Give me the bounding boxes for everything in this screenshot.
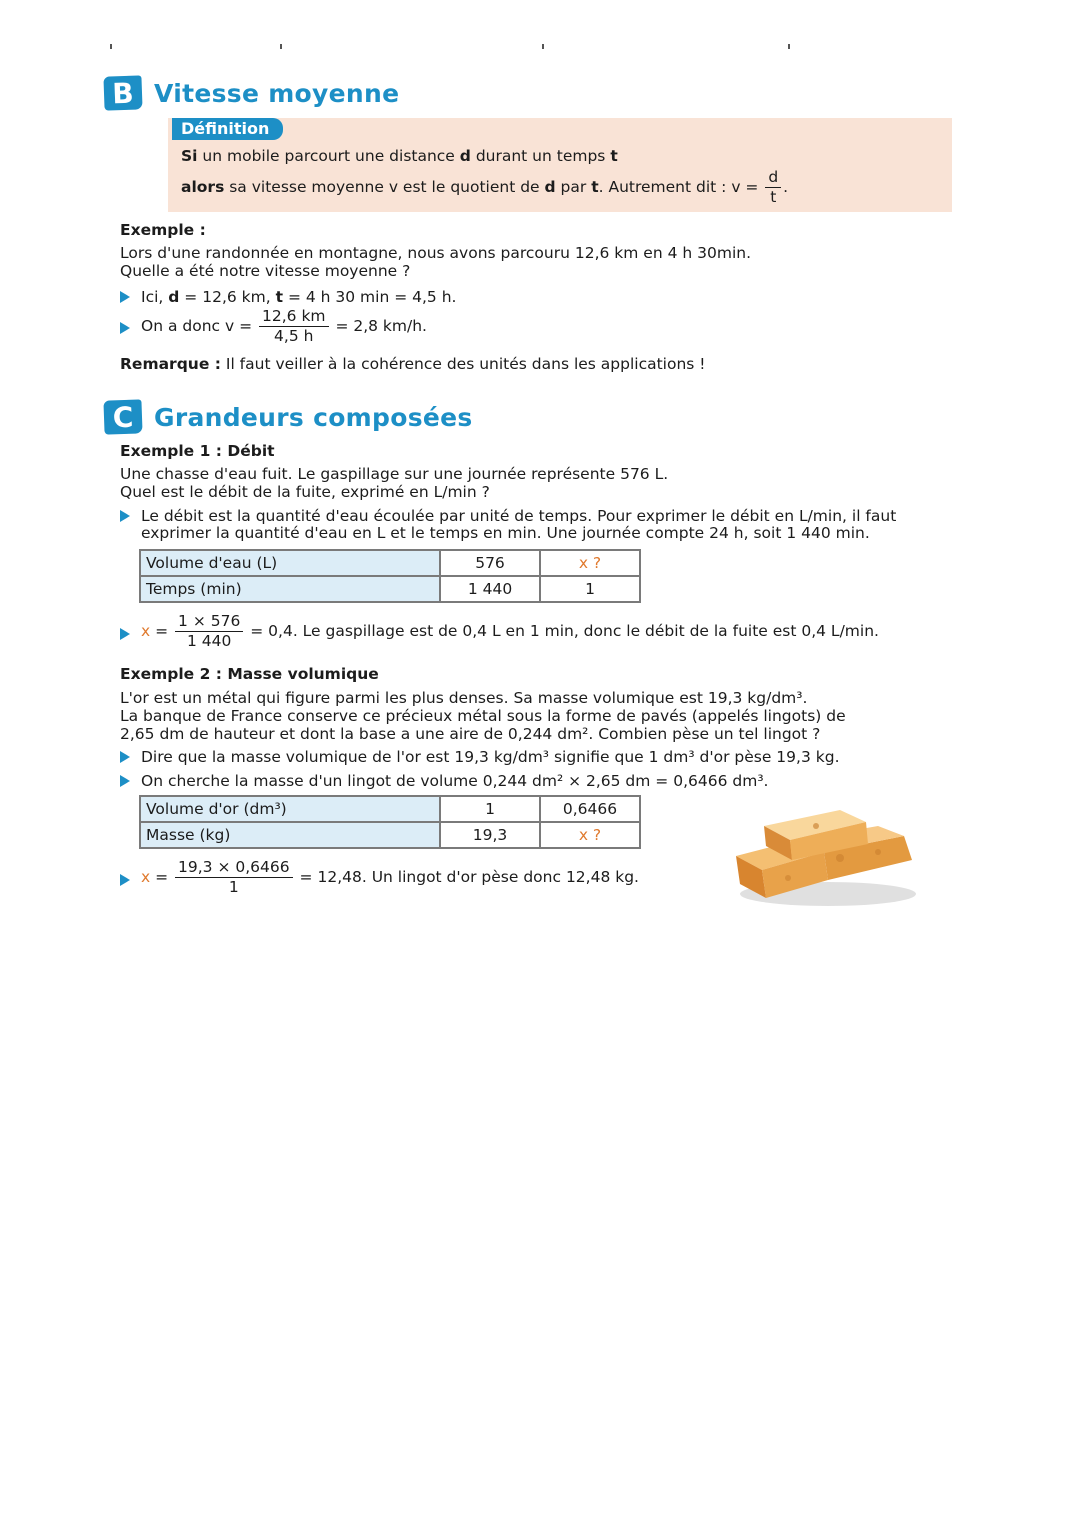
example-2-text-1: L'or est un métal qui figure parmi les plus denses. Sa masse volumique est 19,3 kg/dm³. [120, 689, 808, 707]
bullet-arrow-icon [120, 322, 130, 334]
proportion-table-2 [139, 795, 641, 849]
definition-line-1: Si un mobile parcourt une distance d durant un temps t [181, 147, 618, 165]
remark: Remarque : Il faut veiller à la cohérence des unités dans les applications ! [120, 355, 706, 373]
bullet-arrow-icon [120, 628, 130, 640]
keyword-alors: alors [181, 178, 225, 196]
section-c-title: Grandeurs composées [154, 402, 473, 432]
example-1-bullet-line-2: exprimer la quantité d'eau en L et le temps en min. Une journée compte 24 h, soit 1 440 min. [141, 524, 870, 542]
table-row-header: Volume d'or (dm³) [140, 796, 440, 822]
table-cell: 1 [440, 796, 540, 822]
example-2-result: x = $\frac{19,3 \times 0,6466}{1}$ = 12,48. Un lingot d'or pèse donc 12,48 kg. [141, 858, 639, 896]
example-1-label: Exemple 1 : Débit [120, 442, 275, 460]
table-row [140, 796, 640, 822]
top-cut-line [110, 44, 810, 50]
table-row [140, 550, 640, 576]
example-text-2: Quelle a été notre vitesse moyenne ? [120, 262, 411, 280]
table-cell: 19,3 [440, 822, 540, 848]
table-cell: 1 440 [440, 576, 540, 602]
table-cell: 0,6466 [540, 796, 640, 822]
example-1-result: x = $\frac{1 \times 576}{1 440}$ = 0,4. Le gaspillage est de 0,4 L en 1 min, donc le débit de la fuite est 0,4 L/min. [141, 612, 879, 650]
example-1-text-1: Une chasse d'eau fuit. Le gaspillage sur une journée représente 576 L. [120, 465, 669, 483]
keyword-si: Si [181, 147, 198, 165]
example-1-text-2: Quel est le débit de la fuite, exprimé en L/min ? [120, 483, 490, 501]
example-2-text-2: La banque de France conserve ce précieux métal sous la forme de pavés (appelés lingots) de [120, 707, 846, 725]
table-cell-unknown: x ? [540, 550, 640, 576]
speed-calc-fraction: $\frac{12,6 km}{4,5 h}$ [259, 307, 329, 346]
definition-label: Définition [172, 118, 283, 140]
example-2-bullet-1: Dire que la masse volumique de l'or est 19,3 kg/dm³ signifie que 1 dm³ d'or pèse 19,3 kg. [141, 748, 840, 766]
bullet-arrow-icon [120, 775, 130, 787]
table-row [140, 576, 640, 602]
flow-calc-fraction: $\frac{1 \times 576}{1 440}$ [175, 612, 243, 651]
example-2-text-3: 2,65 dm de hauteur et dont la base a une aire de 0,244 dm². Combien pèse un tel lingot ? [120, 725, 821, 743]
bullet-arrow-icon [120, 291, 130, 303]
example-bullet-1: Ici, d = 12,6 km, t = 4 h 30 min = 4,5 h. [141, 288, 457, 306]
bullet-arrow-icon [120, 751, 130, 763]
table-row-header: Volume d'eau (L) [140, 550, 440, 576]
proportion-table-1 [139, 549, 641, 603]
section-c-heading [104, 400, 473, 434]
table-row [140, 822, 640, 848]
example-2-label: Exemple 2 : Masse volumique [120, 665, 379, 683]
table-row-header: Temps (min) [140, 576, 440, 602]
table-cell: 576 [440, 550, 540, 576]
table-cell: 1 [540, 576, 640, 602]
bullet-arrow-icon [120, 510, 130, 522]
table-cell-unknown: x ? [540, 822, 640, 848]
table-row-header: Masse (kg) [140, 822, 440, 848]
speed-formula-fraction: $\frac{d}{t}$ [765, 168, 781, 207]
example-bullet-2: On a donc v = $\frac{12,6 km}{4,5 h}$ = 2,8 km/h. [141, 307, 427, 345]
mass-calc-fraction: $\frac{19,3 \times 0,6466}{1}$ [175, 858, 293, 897]
section-c-letter: C [103, 399, 142, 434]
example-label: Exemple : [120, 221, 206, 239]
definition-line-2: alors sa vitesse moyenne v est le quotient de d par t. Autrement dit : v = $\frac{d}{t}$ . [181, 168, 789, 206]
example-text-1: Lors d'une randonnée en montagne, nous avons parcouru 12,6 km en 4 h 30min. [120, 244, 751, 262]
section-b-letter: B [103, 75, 142, 110]
gold-ingots-icon [728, 798, 928, 912]
bullet-arrow-icon [120, 874, 130, 886]
section-b-title: Vitesse moyenne [154, 78, 400, 108]
section-b-heading [104, 76, 399, 110]
example-1-bullet-line-1: Le débit est la quantité d'eau écoulée par unité de temps. Pour exprimer le débit en L/min, il faut [141, 507, 897, 525]
example-2-bullet-2: On cherche la masse d'un lingot de volume 0,244 dm² × 2,65 dm = 0,6466 dm³. [141, 772, 769, 790]
